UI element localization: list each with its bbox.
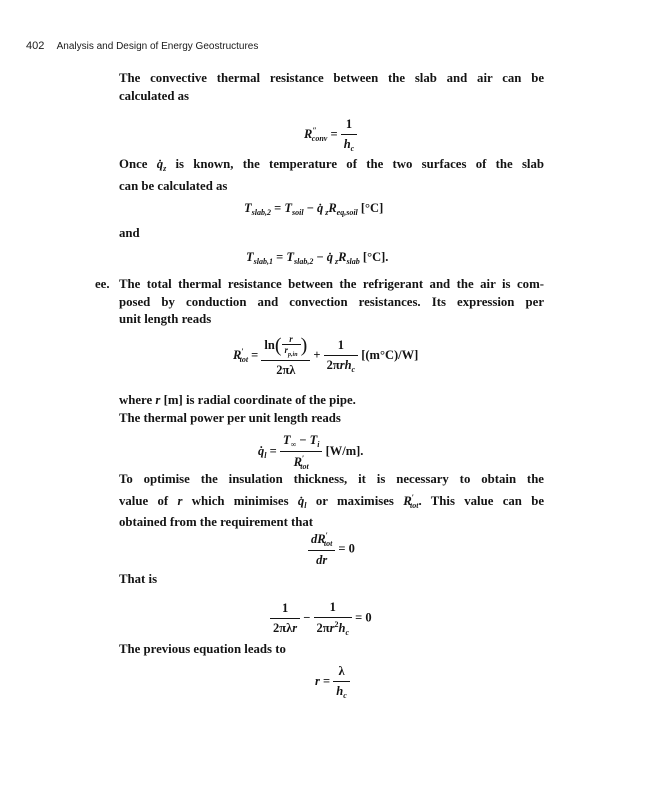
- equation-optimum: $\frac{1}{\text{2πλr}}$ − $\frac{1}{2\pi r^2h_c}$ = 0: [270, 600, 372, 637]
- equation-r-conv: $R''_{conv}$ = $\frac{1}{h_c}$: [304, 117, 357, 153]
- equation-derivative: $\frac{dR'_{tot}}{dr}$ = 0: [308, 531, 355, 568]
- equation-r-tot: $R'_{tot}$ = ln( $\frac{r}{r_{p,in}}$ ) 2πλ + $\frac{1}{2\pi rh_c}$ [(m°C)/W]: [233, 334, 419, 377]
- equation-t-slab-1: $T_{slab,1} = T_{slab,2}$ − q̇ $_zR_{slab}$ [°C].: [246, 250, 389, 266]
- paragraph-total-resistance: The total thermal resistance between the refrigerant and the air is com- posed by conduction and convection resistances. Its expression per unit length reads: [119, 277, 544, 326]
- running-title: Analysis and Design of Energy Geostructures: [56, 41, 259, 52]
- equation-t-slab-2: $T_{slab,2} = T_{soil}$ − q̇ $_zR_{eq,soil}$ [°C]: [244, 201, 384, 217]
- paragraph-once: Once $q̇_z$ is known, the temperature of the two surfaces of the slab can be calculated as: [119, 157, 544, 193]
- item-label-ee: ee.: [95, 277, 110, 291]
- paragraph-optimise: To optimise the insulation thickness, it is necessary to obtain the value of r which minimises $q̇_l$ or maximises $R'_{tot}$. This value can be obtained from the requirement that: [119, 472, 545, 529]
- equation-q-l: $q̇_l$ = $\frac{T_\infty - T_i}{R'_{tot}}$ [W/m].: [258, 433, 364, 471]
- running-header: [26, 40, 258, 52]
- text-and: and: [119, 226, 140, 240]
- paragraph-where: where r [m] is radial coordinate of the pipe. The thermal power per unit length reads: [119, 393, 356, 425]
- paragraph-convective: The convective thermal resistance between the slab and air can be calculated as: [119, 71, 544, 103]
- text-that-is: That is: [119, 572, 158, 586]
- page-number: 402: [26, 40, 45, 52]
- equation-critical-radius: r = $\frac{\lambda}{h_c}$: [315, 664, 350, 700]
- text-previous: The previous equation leads to: [119, 642, 286, 656]
